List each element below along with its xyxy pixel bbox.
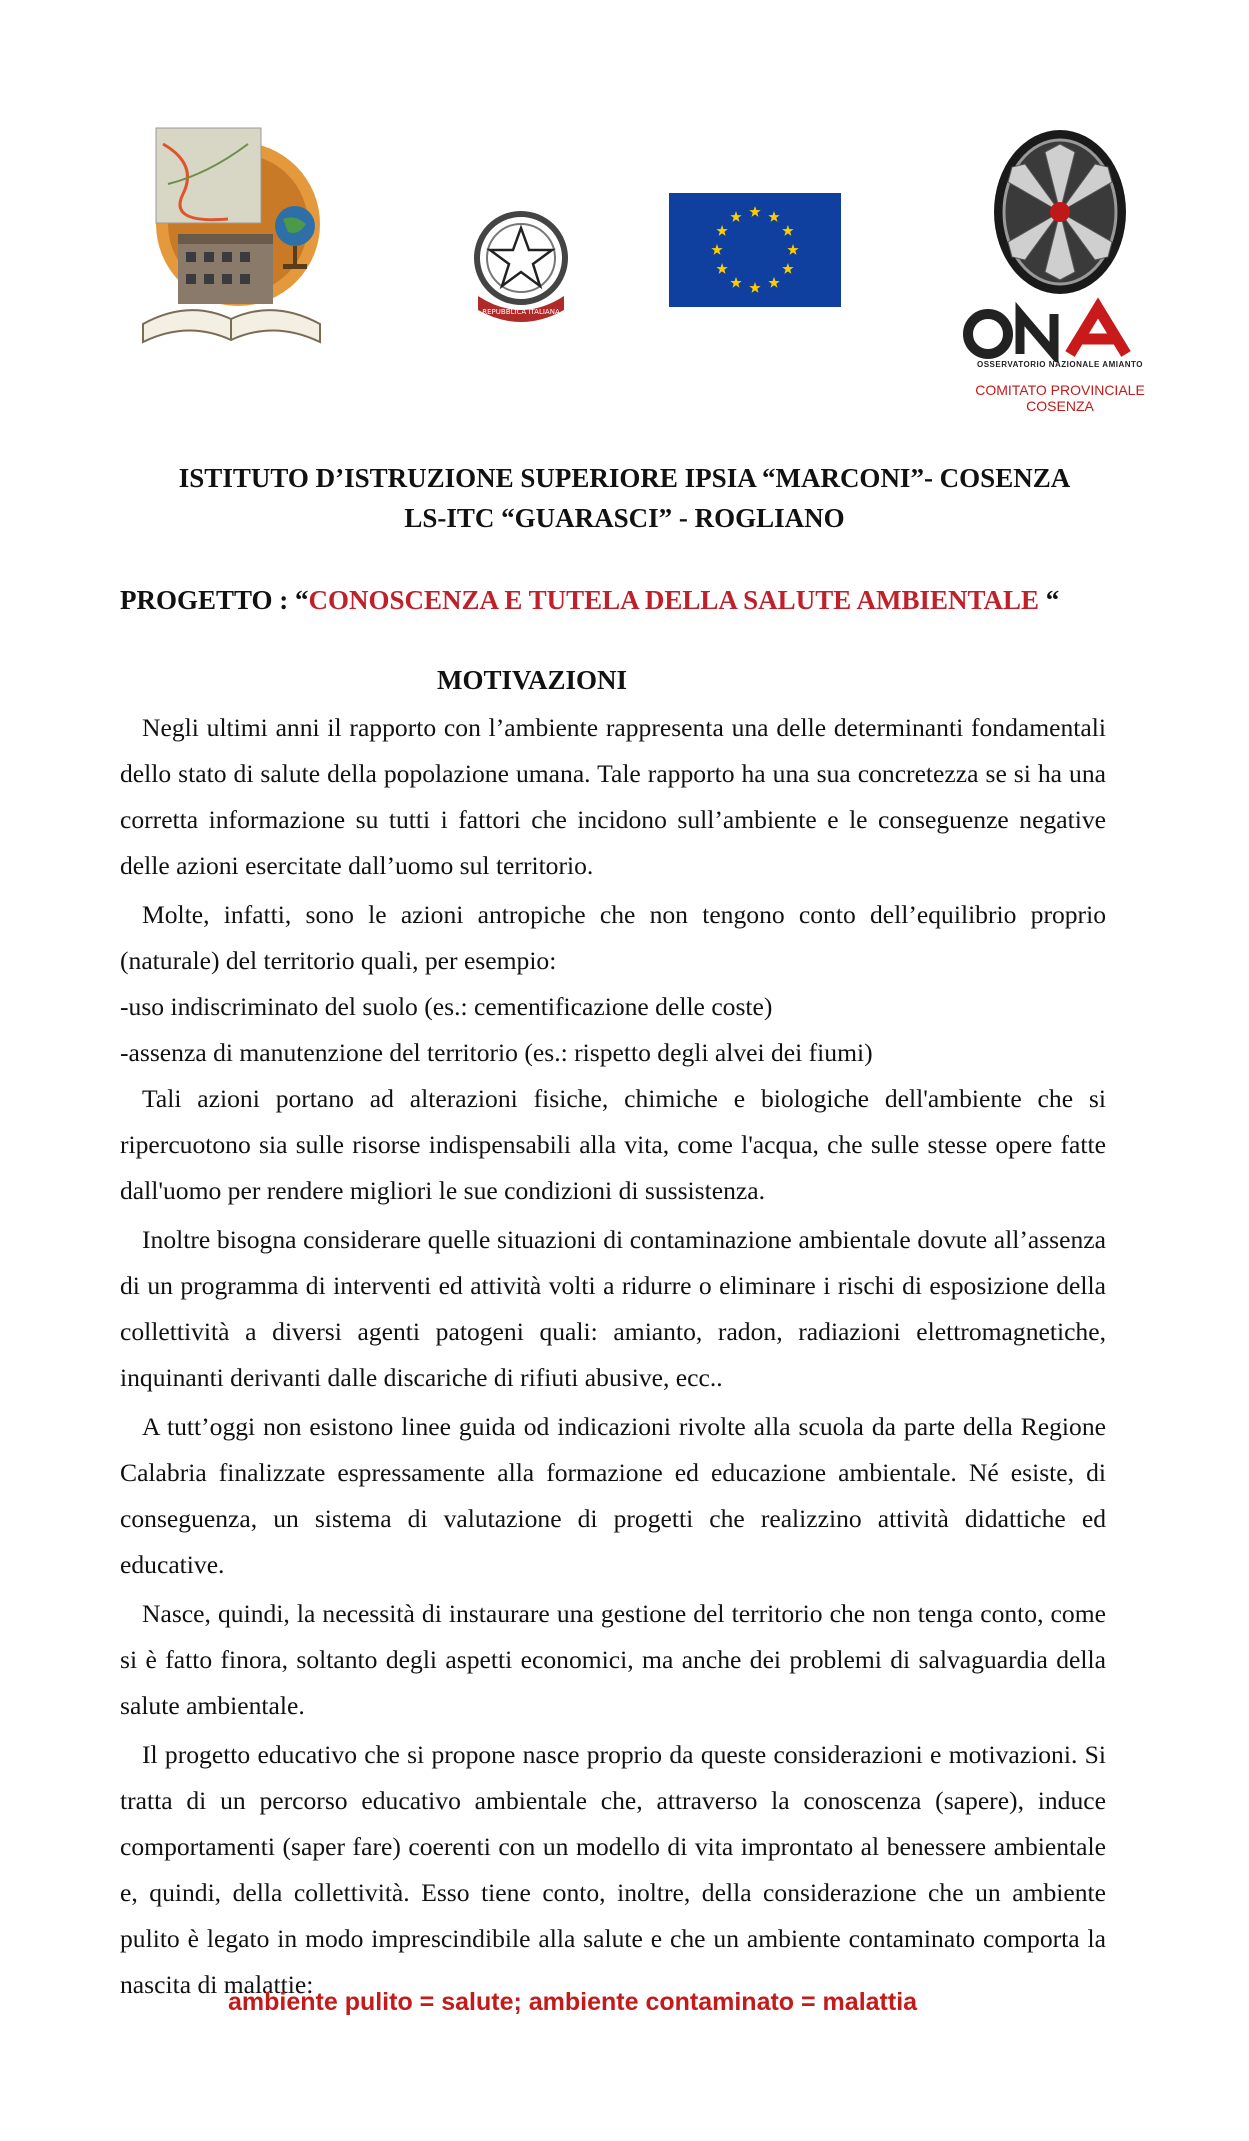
list-item: -uso indiscriminato del suolo (es.: cementificazione delle coste): [120, 992, 773, 1021]
eu-flag: [669, 193, 841, 307]
paragraph: Nasce, quindi, la necessità di instaurare una gestione del territorio che non tenga conto, come si è fatto finora, soltanto degli aspetti economici, ma anche dei problemi di salvaguardia della salute ambientale.: [120, 1599, 1106, 1720]
section-title: MOTIVAZIONI: [437, 665, 628, 695]
italian-republic-emblem: [466, 200, 576, 330]
project-title-line: [120, 585, 1059, 616]
project-title: CONOSCENZA E TUTELA DELLA SALUTE AMBIENTALE: [308, 585, 1039, 615]
paragraph: Molte, infatti, sono le azioni antropiche che non tengono conto dell’equilibrio proprio (naturale) del territorio quali, per esempio:: [120, 900, 1106, 975]
republic-ribbon-text: REPUBBLICA ITALIANA: [482, 308, 560, 316]
institute-name: ISTITUTO D’ISTRUZIONE SUPERIORE IPSIA “MARCONI”- COSENZA: [178, 463, 1071, 493]
paragraph: Tali azioni portano ad alterazioni fisiche, chimiche e biologiche dell'ambiente che si ripercuotono sia sulle risorse indispensabili alla vita, come l'acqua, che sulle stesse opere fatte dall'uomo per rendere migliori le sue condizioni di sussistenza.: [120, 1084, 1106, 1205]
ona-logo: [950, 122, 1170, 412]
ona-committee-label: COMITATO PROVINCIALE COSENZA: [975, 382, 1145, 414]
institute-subname: LS-ITC “GUARASCI” - ROGLIANO: [404, 503, 845, 533]
paragraph: Inoltre bisogna considerare quelle situazioni di contaminazione ambientale dovute all’assenza di un programma di interventi ed attività volti a ridurre o eliminare i rischi di esposizione della collettività a diversi agenti patogeni quali: amianto, radon, radiazioni elettromagnetiche, inquinanti derivanti dalle discariche di rifiuti abusive, ecc..: [120, 1225, 1106, 1392]
body-text: [120, 705, 1106, 2008]
ona-subtitle: OSSERVATORIO NAZIONALE AMIANTO: [977, 360, 1143, 369]
paragraph: A tutt’oggi non esistono linee guida od indicazioni rivolte alla scuola da parte della Regione Calabria finalizzate espressamente alla formazione ed educazione ambientale. Né esiste, di conseguenza, un sistema di valutazione di progetti che realizzino attività didattiche ed educative.: [120, 1412, 1106, 1579]
paragraph: Negli ultimi anni il rapporto con l’ambiente rappresenta una delle determinanti fondamentali dello stato di salute della popolazione umana. Tale rapporto ha una sua concretezza se si ha una corretta informazione su tutti i fattori che incidono sull’ambiente e le conseguenze negative delle azioni esercitate dall’uomo sul territorio.: [120, 713, 1106, 880]
school-logo: [138, 124, 324, 358]
equation-highlight: ambiente pulito = salute; ambiente contaminato = malattia: [228, 1988, 918, 2016]
project-suffix: “: [1039, 585, 1060, 615]
project-prefix: PROGETTO : “: [120, 585, 309, 615]
paragraph: Il progetto educativo che si propone nasce proprio da queste considerazioni e motivazioni. Si tratta di un percorso educativo ambientale che, attraverso la conoscenza (sapere), induce comportamenti (saper fare) coerenti con un modello di vita improntato al benessere ambientale e, quindi, della collettività. Esso tiene conto, inoltre, della considerazione che un ambiente pulito è legato in modo imprescindibile alla salute e che un ambiente contaminato comporta la nascita di malattie:: [120, 1740, 1106, 1999]
list-item: -assenza di manutenzione del territorio (es.: rispetto degli alvei dei fiumi): [120, 1038, 873, 1067]
